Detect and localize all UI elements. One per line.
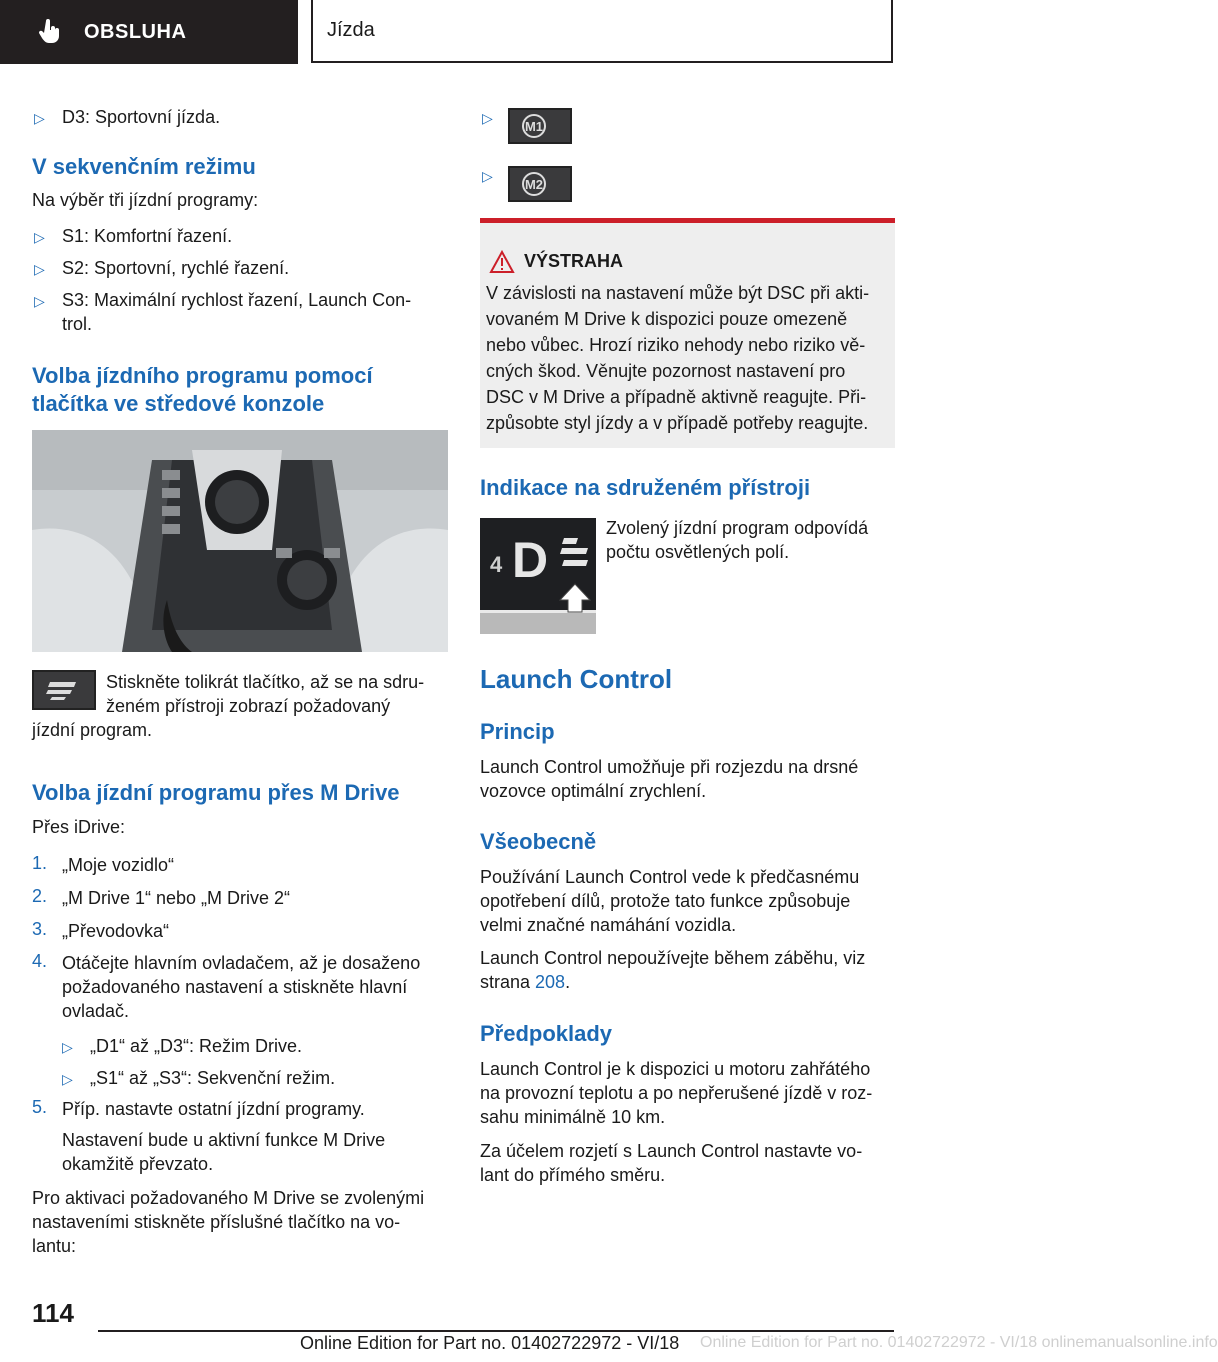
prereq-text-4: Za účelem rozjetí s Launch Control nastavte vo- xyxy=(480,1141,863,1161)
gear-button-icon xyxy=(32,670,96,710)
step-number: 5. xyxy=(32,1097,48,1117)
warning-box xyxy=(480,218,895,448)
heading-prerequisites: Předpoklady xyxy=(480,1021,613,1046)
step-text: „Převodovka“ xyxy=(62,921,170,941)
step-text: Otáčejte hlavním ovladačem, až je dosaženo xyxy=(62,953,421,973)
seq-item-s2: S2: Sportovní, rychlé řazení. xyxy=(62,258,290,278)
seq-item-s3: S3: Maximální rychlost řazení, Launch Con- xyxy=(62,290,412,310)
step5-note-2: okamžitě převzato. xyxy=(62,1154,214,1174)
bullet-triangle-icon: ▷ xyxy=(62,1039,73,1055)
edition-text: Online Edition for Part no. 01402722972 - VI/18 xyxy=(300,1333,680,1353)
heading-sequential: V sekvenčním režimu xyxy=(32,154,256,179)
general-text-3: velmi značné namáhání vozidla. xyxy=(480,915,737,935)
general-text-2: opotřebení dílů, protože tato funkce způsobuje xyxy=(480,891,851,911)
bullet-d3: D3: Sportovní jízda. xyxy=(62,107,221,127)
warning-line: nebo vůbec. Hrozí riziko nehody nebo riziko vě- xyxy=(486,335,866,355)
warning-line: cných škod. Věnujte pozornost nastavení pro xyxy=(486,361,846,381)
prereq-text-3: sahu minimálně 10 km. xyxy=(480,1107,666,1127)
via-idrive: Přes iDrive: xyxy=(32,817,126,837)
warning-line: V závislosti na nastavení může být DSC při akti- xyxy=(486,283,870,303)
final-text-3: lantu: xyxy=(32,1236,77,1256)
page-number: 114 xyxy=(32,1298,74,1328)
section-tab xyxy=(0,0,298,64)
bullet-triangle-icon: ▷ xyxy=(34,261,45,277)
watermark: Online Edition for Part no. 01402722972 - VI/18 onlinemanualsonline.info xyxy=(700,1334,1218,1351)
step5-note-1: Nastavení bude u aktivní funkce M Drive xyxy=(62,1130,386,1150)
sub-drive: „D1“ až „D3“: Režim Drive. xyxy=(90,1036,303,1056)
sub-sequential: „S1“ až „S3“: Sekvenční režim. xyxy=(90,1068,336,1088)
step-text: „M Drive 1“ nebo „M Drive 2“ xyxy=(62,888,291,908)
step-number: 2. xyxy=(32,886,48,906)
cluster-mode-letter: D xyxy=(512,532,549,588)
final-text-2: nastaveními stiskněte příslušné tlačítko na vo- xyxy=(32,1212,401,1232)
mode-bars-arrow-icon xyxy=(558,536,592,632)
press-text-1: Stiskněte tolikrát tlačítko, až se na sdru- xyxy=(106,672,425,692)
chapter-title: Jízda xyxy=(327,19,375,41)
press-text-3: jízdní program. xyxy=(32,720,153,740)
heading-indication: Indikace na sdruženém přístroji xyxy=(480,475,811,500)
warning-triangle-icon xyxy=(490,251,514,273)
general-text-5a: strana xyxy=(480,972,536,992)
m2-button-icon xyxy=(508,166,572,202)
heading-launch-control: Launch Control xyxy=(480,664,673,694)
heading-console-2: tlačítka ve středové konzole xyxy=(32,391,325,416)
indication-text-1: Zvolený jízdní program odpovídá xyxy=(606,518,869,538)
bullet-triangle-icon: ▷ xyxy=(62,1071,73,1087)
section-label: OBSLUHA xyxy=(84,20,187,43)
footer-divider xyxy=(98,1330,894,1332)
warning-line: vovaném M Drive k dispozici pouze omezeně xyxy=(486,309,848,329)
seq-item-s1: S1: Komfortní řazení. xyxy=(62,226,233,246)
step-number: 1. xyxy=(32,853,48,873)
general-text-1: Používání Launch Control vede k předčasnému xyxy=(480,867,860,887)
prereq-text-1: Launch Control je k dispozici u motoru zahřátého xyxy=(480,1059,871,1079)
warning-line: DSC v M Drive a případně aktivně reagujte. Při- xyxy=(486,387,867,407)
m2-letter: M2 xyxy=(524,177,544,192)
step4-line2: požadovaného nastavení a stiskněte hlavní xyxy=(62,977,408,997)
heading-principle: Princip xyxy=(480,719,555,744)
chapter-header xyxy=(311,0,893,63)
cluster-gear-number: 4 xyxy=(490,552,503,577)
bullet-triangle-icon: ▷ xyxy=(34,293,45,309)
general-text-5b: . xyxy=(565,972,571,992)
hand-pointer-icon xyxy=(38,19,62,45)
principle-text-2: vozovce optimální zrychlení. xyxy=(480,781,707,801)
m1-button-icon xyxy=(508,108,572,144)
step4-line3: ovladač. xyxy=(62,1001,130,1021)
cluster-display-image xyxy=(480,518,596,634)
principle-text-1: Launch Control umožňuje při rozjezdu na drsné xyxy=(480,757,859,777)
bullet-triangle-icon: ▷ xyxy=(34,110,45,126)
prereq-text-2: na provozní teplotu a po nepřerušené jízdě v roz- xyxy=(480,1083,873,1103)
m1-letter: M1 xyxy=(524,119,544,134)
step5-text: Příp. nastavte ostatní jízdní programy. xyxy=(62,1099,365,1119)
bullet-triangle-icon: ▷ xyxy=(34,229,45,245)
step-text: „Moje vozidlo“ xyxy=(62,855,175,875)
indication-text-2: počtu osvětlených polí. xyxy=(606,542,790,562)
warning-title: VÝSTRAHA xyxy=(524,251,624,271)
press-text-2: ženém přístroji zobrazí požadovaný xyxy=(106,696,391,716)
center-console-photo xyxy=(32,430,448,652)
general-text-4: Launch Control nepoužívejte během záběhu, viz xyxy=(480,948,866,968)
seq-intro: Na výběr tři jízdní programy: xyxy=(32,190,259,210)
bullet-triangle-icon: ▷ xyxy=(482,110,493,126)
step-number: 3. xyxy=(32,919,48,939)
page-208-link[interactable]: 208 xyxy=(535,972,566,992)
heading-console-1: Volba jízdního programu pomocí xyxy=(32,363,373,388)
bullet-triangle-icon: ▷ xyxy=(482,168,493,184)
general-text-5 xyxy=(480,970,570,995)
seq-item-s3-cont: trol. xyxy=(62,314,93,334)
step-number: 4. xyxy=(32,951,48,971)
heading-general: Všeobecně xyxy=(480,829,597,854)
heading-mdrive: Volba jízdní programu přes M Drive xyxy=(32,780,400,805)
prereq-text-5: lant do přímého směru. xyxy=(480,1165,666,1185)
warning-line: způsobte styl jízdy a v případě potřeby reagujte. xyxy=(486,413,869,433)
final-text-1: Pro aktivaci požadovaného M Drive se zvolenými xyxy=(32,1188,425,1208)
